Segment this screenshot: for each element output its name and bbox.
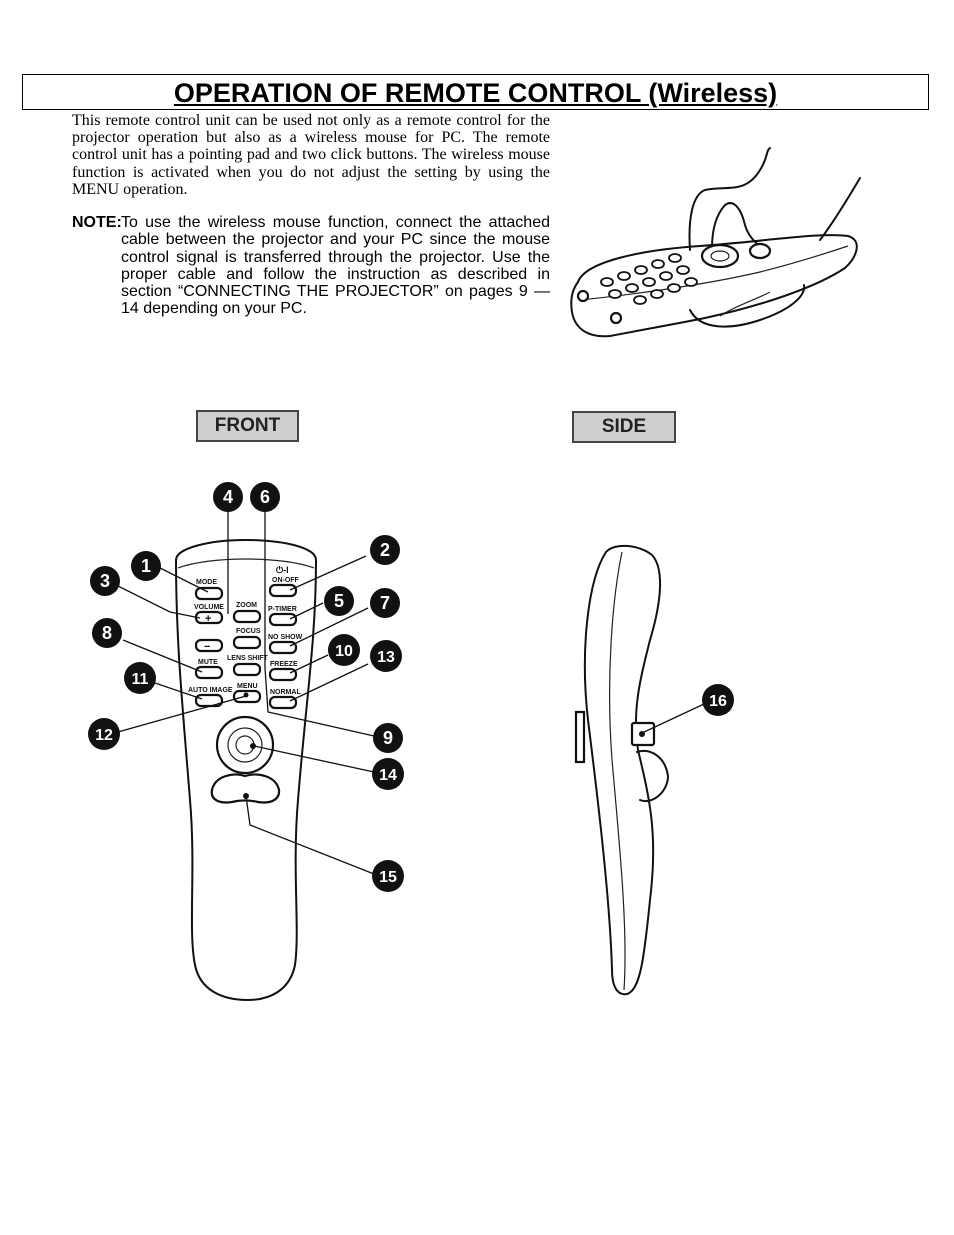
side-jack	[576, 712, 584, 762]
callout-11	[124, 662, 156, 694]
normal-label: NORMAL	[270, 689, 301, 696]
side-label: SIDE	[572, 411, 676, 443]
focus-label: FOCUS	[236, 628, 261, 635]
volume-label: VOLUME	[194, 604, 224, 611]
mute-label: MUTE	[198, 659, 218, 666]
callout-15	[372, 860, 404, 892]
svg-text:4: 4	[222, 487, 234, 507]
callout-12	[88, 718, 120, 750]
mute-button[interactable]	[196, 667, 222, 678]
callout-5	[324, 586, 354, 616]
svg-text:3: 3	[99, 571, 111, 591]
callout-8	[92, 618, 122, 648]
callout-14	[372, 758, 404, 790]
svg-text:13: 13	[377, 649, 395, 666]
callout-4	[213, 482, 243, 512]
auto-image-label: AUTO IMAGE	[188, 687, 233, 694]
on-off-button[interactable]	[270, 585, 296, 596]
svg-text:14: 14	[379, 767, 397, 784]
pointing-pad[interactable]	[217, 717, 273, 773]
svg-text:9: 9	[382, 728, 394, 748]
callouts	[88, 482, 734, 892]
note-label: NOTE:	[72, 214, 122, 231]
svg-text:8: 8	[101, 623, 113, 643]
svg-text:11: 11	[131, 671, 149, 688]
svg-text:1: 1	[140, 556, 152, 576]
svg-text:16: 16	[709, 693, 727, 710]
front-remote	[176, 540, 316, 1000]
lens-shift-button[interactable]	[234, 664, 260, 675]
focus-button[interactable]	[234, 637, 260, 648]
callout-2	[370, 535, 400, 565]
side-remote	[576, 546, 668, 994]
plus-label: +	[205, 613, 212, 625]
callout-3	[90, 566, 120, 596]
svg-text:2: 2	[379, 540, 391, 560]
callout-9	[373, 723, 403, 753]
hand-remote-illustration	[571, 148, 860, 336]
freeze-label: FREEZE	[270, 661, 298, 668]
svg-text:15: 15	[379, 869, 397, 886]
svg-text:6: 6	[259, 487, 271, 507]
p-timer-button[interactable]	[270, 614, 296, 625]
callout-1	[131, 551, 161, 581]
page-title: OPERATION OF REMOTE CONTROL (Wireless)	[173, 78, 778, 108]
callout-6	[250, 482, 280, 512]
callout-13	[370, 640, 402, 672]
svg-text:5: 5	[333, 591, 345, 611]
note-text-content: To use the wireless mouse function, connect the attached cable between the projector and your PC since the mouse control signal is transferred through the projector. Use the proper cable and follow the instruction as described in section “CONNECTING THE PROJECTOR” on pages 9 — 14 depending on your PC.	[121, 214, 550, 318]
svg-text:7: 7	[379, 593, 391, 613]
menu-label: MENU	[237, 683, 258, 690]
callout-16	[702, 684, 734, 716]
callout-10	[328, 634, 360, 666]
svg-text:10: 10	[335, 643, 353, 660]
no-show-button[interactable]	[270, 642, 296, 653]
zoom-label: ZOOM	[236, 602, 257, 609]
power-symbol: ⏻-I	[276, 565, 289, 575]
front-label: FRONT	[196, 410, 299, 442]
minus-label: −	[204, 641, 211, 653]
freeze-button[interactable]	[270, 669, 296, 680]
normal-button[interactable]	[270, 697, 296, 708]
mode-label: MODE	[196, 579, 217, 586]
lens-shift-label: LENS SHIFT	[227, 655, 268, 662]
svg-text:12: 12	[95, 727, 113, 744]
callout-7	[370, 588, 400, 618]
zoom-button[interactable]	[234, 611, 260, 622]
intro-paragraph: This remote control unit can be used not only as a remote control for the projector operation but also as a wireless mouse for PC. The remote control unit has a pointing pad and two click buttons. The wireless mouse function is activated when you do not adjust the setting by using the MENU operation.	[72, 112, 550, 198]
p-timer-label: P-TIMER	[268, 606, 297, 613]
mode-button[interactable]	[196, 588, 222, 599]
on-off-label: ON-OFF	[272, 577, 299, 584]
no-show-label: NO SHOW	[268, 634, 303, 641]
